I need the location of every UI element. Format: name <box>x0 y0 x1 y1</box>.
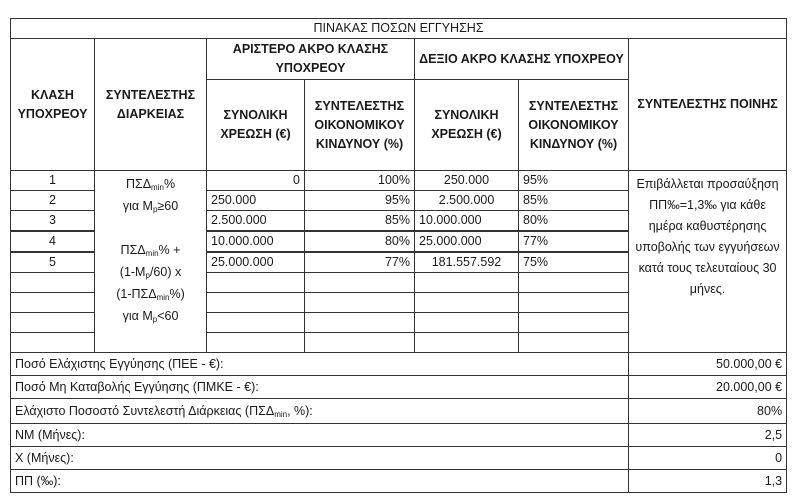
left-charge-cell: 25.000.000 <box>207 252 305 273</box>
class-cell: 4 <box>11 231 95 252</box>
formula-line-3: $\Pi\Sigma\Delta_{min}\%$ + <box>120 243 181 258</box>
summary-label: ΝΜ (Μήνες): <box>11 424 629 447</box>
left-charge-cell: 10.000.000 <box>207 231 305 252</box>
header-class: ΚΛΑΣΗ ΥΠΟΧΡΕΟΥ <box>11 39 95 171</box>
right-risk-cell: 77% <box>519 231 629 252</box>
header-duration: ΣΥΝΤΕΛΕΣΤΗΣ ΔΙΑΡΚΕΙΑΣ <box>95 39 207 171</box>
summary-row <box>11 399 787 424</box>
header-left-edge: ΑΡΙΣΤΕΡΟ ΑΚΡΟ ΚΛΑΣΗΣ ΥΠΟΧΡΕΟΥ <box>207 39 415 80</box>
header-right-total-charge: ΣΥΝΟΛΙΚΗ ΧΡΕΩΣΗ (€) <box>415 80 519 171</box>
duration-formula-cell <box>95 171 207 353</box>
right-charge-cell: 250.000 <box>415 171 519 191</box>
guarantee-amounts-table <box>10 18 787 493</box>
summary-label: ΠΠ (‰): <box>11 470 629 493</box>
right-risk-cell: 85% <box>519 191 629 211</box>
right-charge-cell: 181.557.592 <box>415 252 519 273</box>
formula-line-2: για $M_p\ge 60$ <box>122 199 179 214</box>
table-title: ΠΙΝΑΚΑΣ ΠΟΣΩΝ ΕΓΓΥΗΣΗΣ <box>11 19 787 39</box>
header-right-edge: ΔΕΞΙΟ ΑΚΡΟ ΚΛΑΣΗΣ ΥΠΟΧΡΕΟΥ <box>415 39 629 80</box>
summary-row <box>11 470 787 493</box>
summary-value: 80% <box>629 399 787 424</box>
left-risk-cell: 95% <box>305 191 415 211</box>
summary-value: 2,5 <box>629 424 787 447</box>
left-risk-cell: 80% <box>305 231 415 252</box>
summary-row <box>11 447 787 470</box>
header-penalty: ΣΥΝΤΕΛΕΣΤΗΣ ΠΟΙΝΗΣ <box>629 39 787 171</box>
summary-label: Χ (Μήνες): <box>11 447 629 470</box>
right-charge-cell: 10.000.000 <box>415 211 519 232</box>
formula-line-6: για $M_p<60$ <box>122 309 179 324</box>
header-left-risk-factor: ΣΥΝΤΕΛΕΣΤΗΣ ΟΙΚΟΝΟΜΙΚΟΥ ΚΙΝΔΥΝΟΥ (%) <box>305 80 415 171</box>
left-risk-cell: 77% <box>305 252 415 273</box>
left-charge-cell: 2.500.000 <box>207 211 305 232</box>
formula-line-1: $\Pi\Sigma\Delta_{min}\%$ <box>125 177 176 192</box>
header-left-total-charge: ΣΥΝΟΛΙΚΗ ΧΡΕΩΣΗ (€) <box>207 80 305 171</box>
formula-line-5: $(1-\Pi\Sigma\Delta_{min}\%)$ <box>116 287 185 302</box>
left-charge-cell: 250.000 <box>207 191 305 211</box>
formula-line-4: $(1-M_p/60)$ x <box>119 265 182 280</box>
summary-label: Ποσό Μη Καταβολής Εγγύησης (ΠΜΚΕ - €): <box>11 376 629 399</box>
class-cell: 3 <box>11 211 95 232</box>
summary-value: 20.000,00 € <box>629 376 787 399</box>
right-charge-cell: 2.500.000 <box>415 191 519 211</box>
table-row <box>11 171 787 191</box>
summary-label: Ποσό Ελάχιστης Εγγύησης (ΠΕΕ - €): <box>11 353 629 376</box>
summary-value: 0 <box>629 447 787 470</box>
class-cell: 1 <box>11 171 95 191</box>
summary-row <box>11 353 787 376</box>
class-cell: 2 <box>11 191 95 211</box>
summary-row <box>11 376 787 399</box>
summary-value: 50.000,00 € <box>629 353 787 376</box>
right-risk-cell: 75% <box>519 252 629 273</box>
right-risk-cell: 95% <box>519 171 629 191</box>
right-charge-cell: 25.000.000 <box>415 231 519 252</box>
right-risk-cell: 80% <box>519 211 629 232</box>
left-risk-cell: 100% <box>305 171 415 191</box>
guarantee-table-container <box>10 18 787 493</box>
summary-value: 1,3 <box>629 470 787 493</box>
penalty-text-cell: Επιβάλλεται προσαύξηση ΠΠ‰=1,3‰ για κάθε ημέρα καθυστέρησης υποβολής των εγγυήσεων κατά τους τελευταίους 30 μήνες. <box>629 171 787 353</box>
summary-label: Ελάχιστο Ποσοστό Συντελεστή Διάρκειας ($\Pi\Sigma\Delta_{min}$, %): <box>11 399 629 424</box>
left-risk-cell: 85% <box>305 211 415 232</box>
summary-row <box>11 424 787 447</box>
class-cell: 5 <box>11 252 95 273</box>
header-right-risk-factor: ΣΥΝΤΕΛΕΣΤΗΣ ΟΙΚΟΝΟΜΙΚΟΥ ΚΙΝΔΥΝΟΥ (%) <box>519 80 629 171</box>
left-charge-cell: 0 <box>207 171 305 191</box>
